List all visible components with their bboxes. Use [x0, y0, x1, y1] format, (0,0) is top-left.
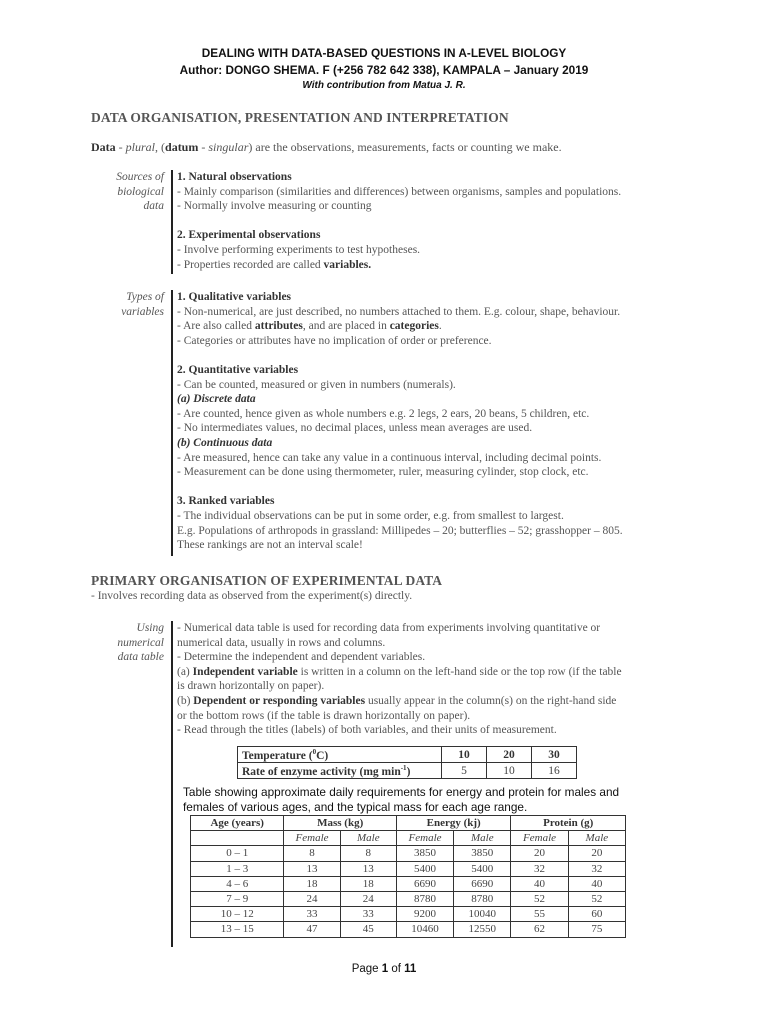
intro-dash-2: -: [198, 140, 209, 154]
qual-line2-end: .: [438, 320, 442, 333]
table-cell: 55: [511, 907, 568, 922]
table-cell: 3850: [396, 846, 453, 861]
label-text: ): [406, 765, 411, 778]
table-cell: 45: [340, 922, 396, 937]
enzyme-rate-label: [238, 763, 442, 779]
line6-rest: usually appear in the column(s) on the right-hand side: [365, 694, 617, 707]
ranked-line: E.g. Populations of arthropods in grassland: Millipedes – 20; butterflies – 52; grasshopper – 805.: [177, 524, 623, 537]
subheader-female: Female: [396, 831, 453, 846]
table-cell: 24: [340, 891, 396, 906]
numerical-divider: [171, 621, 173, 947]
table-cell: 5: [442, 763, 487, 779]
label-superscript: 0: [312, 747, 317, 756]
experimental-line: [177, 258, 672, 273]
side-label-line: biological: [117, 185, 164, 198]
table-cell: 10040: [454, 907, 511, 922]
table-cell: 20: [568, 846, 625, 861]
numerical-line: - Read through the titles (labels) of both variables, and their units of measurement.: [177, 724, 557, 737]
numerical-line: [177, 665, 672, 680]
table-cell: 32: [568, 861, 625, 876]
ranked-line: - The individual observations can be put in some order, e.g. from smallest to largest.: [177, 509, 564, 522]
intro-rest: ) are the observations, measurements, facts or counting we make.: [248, 140, 562, 154]
label-text: Temperature (: [242, 749, 313, 762]
numerical-line: is drawn horizontally on paper).: [177, 680, 325, 693]
table-row: [191, 907, 626, 922]
qual-line2-mid: , and are placed in: [302, 320, 390, 333]
caption-line: females of various ages, and the typical mass for each age range.: [183, 800, 528, 814]
table-cell: 6690: [454, 876, 511, 891]
dependent-variable-term: Dependent or responding variables: [193, 694, 366, 707]
natural-observations-title: 1. Natural observations: [177, 171, 292, 183]
table-cell: 18: [284, 876, 340, 891]
numerical-content: [177, 621, 672, 738]
table-cell: 5400: [396, 861, 453, 876]
numerical-line: numerical data, usually in rows and columns.: [177, 636, 386, 649]
numerical-side-label: [90, 621, 164, 665]
table-cell: 18: [340, 876, 396, 891]
table-cell: 52: [511, 891, 568, 906]
table-cell: 13: [340, 861, 396, 876]
types-divider: [171, 290, 173, 556]
table-cell: 30: [532, 747, 577, 763]
table-cell: 12550: [454, 922, 511, 937]
side-label-line: Using: [136, 622, 164, 634]
table-cell: 47: [284, 922, 340, 937]
continuous-line: - Measurement can be done using thermometer, ruler, measuring cylinder, stop clock, etc.: [177, 466, 589, 479]
qual-line2-pre: - Are also called: [177, 320, 255, 333]
label-text: C): [316, 749, 329, 762]
variables-term: variables.: [323, 258, 372, 271]
table-cell: 6690: [396, 876, 453, 891]
types-side-label: [90, 290, 164, 319]
page-word: Page: [351, 963, 382, 975]
table-cell: 10: [442, 747, 487, 763]
side-label-line: data table: [117, 651, 164, 664]
sources-content: [177, 170, 672, 272]
table-cell: 40: [511, 876, 568, 891]
types-content: [177, 290, 672, 553]
sources-side-label: [90, 170, 164, 214]
continuous-data-title: (b) Continuous data: [177, 436, 273, 449]
enzyme-activity-table: [237, 746, 577, 779]
table-cell: 3850: [454, 846, 511, 861]
table-cell: 8780: [396, 891, 453, 906]
table-cell: 1 – 3: [191, 861, 284, 876]
page-number: 1: [381, 963, 389, 975]
sources-divider: [171, 170, 173, 274]
singular-label: singular: [208, 140, 249, 154]
qualitative-line: - Categories or attributes have no implication of order or preference.: [177, 334, 492, 347]
table-cell: 20: [511, 846, 568, 861]
plural-label: plural: [125, 140, 156, 154]
side-label-line: data: [143, 200, 164, 213]
side-label-line: Types of: [126, 291, 164, 303]
ranked-title: 3. Ranked variables: [177, 495, 275, 508]
subheader-female: Female: [284, 831, 340, 846]
column-header-age: Age (years): [191, 816, 284, 831]
independent-variable-term: Independent variable: [192, 665, 298, 678]
discrete-data-title: (a) Discrete data: [177, 393, 256, 406]
table-cell: 13 – 15: [191, 922, 284, 937]
side-label-line: numerical: [117, 636, 164, 649]
table-cell: 5400: [454, 861, 511, 876]
document-title: DEALING WITH DATA-BASED QUESTIONS IN A-LEVEL BIOLOGY: [201, 46, 567, 60]
table-cell: 9200: [396, 907, 453, 922]
table-cell: 8: [284, 846, 340, 861]
line4-rest: is written in a column on the left-hand side or the top row (if the table: [297, 665, 622, 678]
column-header-protein: Protein (g): [511, 816, 626, 831]
natural-line: - Normally involve measuring or counting: [177, 200, 372, 213]
table-cell: 8780: [454, 891, 511, 906]
discrete-line: - No intermediates values, no decimal places, unless mean averages are used.: [177, 422, 533, 435]
table-subheader-row: [191, 831, 626, 846]
table-cell: 52: [568, 891, 625, 906]
intro-dash-1: -: [115, 140, 126, 154]
table-cell: 10 – 12: [191, 907, 284, 922]
table-row: [238, 763, 577, 779]
table-cell: 20: [487, 747, 532, 763]
table-cell: 75: [568, 922, 625, 937]
data-term: Data: [91, 140, 116, 154]
temperature-label: [238, 747, 442, 763]
table-row: [191, 846, 626, 861]
table-cell: 8: [340, 846, 396, 861]
table-row: [191, 861, 626, 876]
table-cell: 32: [511, 861, 568, 876]
caption-line: Table showing approximate daily requirements for energy and protein for males and: [183, 785, 620, 799]
table-cell: 7 – 9: [191, 891, 284, 906]
table-cell: 13: [284, 861, 340, 876]
nutrition-table-caption: [183, 785, 619, 815]
document-contribution: With contribution from Matua J. R.: [302, 80, 466, 91]
qualitative-line: [177, 319, 672, 334]
label-superscript: -1: [400, 763, 407, 772]
table-cell: [191, 831, 284, 846]
subheader-male: Male: [454, 831, 511, 846]
side-label-line: variables: [121, 305, 164, 318]
table-row: [238, 747, 577, 763]
subheader-female: Female: [511, 831, 568, 846]
subheader-male: Male: [340, 831, 396, 846]
datum-term: datum: [165, 140, 199, 154]
numerical-line: - Numerical data table is used for recording data from experiments involving quantitative or: [177, 622, 601, 634]
quantitative-title: 2. Quantitative variables: [177, 363, 299, 376]
attributes-term: attributes: [254, 320, 303, 333]
nutrition-table: [190, 815, 626, 938]
table-cell: 10460: [396, 922, 453, 937]
numerical-line: - Determine the independent and dependent variables.: [177, 651, 426, 664]
subheader-male: Male: [568, 831, 625, 846]
qualitative-title: 1. Qualitative variables: [177, 291, 292, 303]
table-cell: 4 – 6: [191, 876, 284, 891]
column-header-mass: Mass (kg): [284, 816, 397, 831]
natural-line: - Mainly comparison (similarities and differences) between organisms, samples and populations.: [177, 185, 622, 198]
continuous-line: - Are measured, hence can take any value in a continuous interval, including decimal points.: [177, 451, 602, 464]
line6-pre: (b): [177, 694, 194, 707]
experimental-line2-text: - Properties recorded are called: [177, 258, 324, 271]
table-row: [191, 876, 626, 891]
document-author: Author: DONGO SHEMA. F (+256 782 642 338), KAMPALA – January 2019: [179, 63, 589, 77]
of-word: of: [388, 963, 405, 975]
section-heading-primary-organisation: PRIMARY ORGANISATION OF EXPERIMENTAL DATA: [91, 573, 443, 588]
qualitative-line: - Non-numerical, are just described, no numbers attached to them. E.g. colour, shape, behaviour.: [177, 305, 621, 318]
page-footer: [0, 963, 768, 975]
categories-term: categories: [389, 320, 439, 333]
data-definition: [91, 140, 562, 155]
table-cell: 24: [284, 891, 340, 906]
experimental-line: - Involve performing experiments to test hypotheses.: [177, 243, 421, 256]
table-cell: 60: [568, 907, 625, 922]
column-header-energy: Energy (kj): [396, 816, 511, 831]
intro-paren: , (: [155, 140, 166, 154]
line4-pre: (a): [177, 665, 193, 678]
section2-intro: - Involves recording data as observed from the experiment(s) directly.: [91, 590, 413, 602]
numerical-line: [177, 694, 672, 709]
table-cell: 62: [511, 922, 568, 937]
table-cell: 10: [487, 763, 532, 779]
section-heading-data-organisation: DATA ORGANISATION, PRESENTATION AND INTERPRETATION: [91, 110, 509, 125]
table-cell: 16: [532, 763, 577, 779]
ranked-line: These rankings are not an interval scale!: [177, 539, 363, 552]
side-label-line: Sources of: [116, 171, 164, 183]
table-cell: 33: [340, 907, 396, 922]
quantitative-line: - Can be counted, measured or given in numbers (numerals).: [177, 378, 456, 391]
table-cell: 33: [284, 907, 340, 922]
table-header-row: [191, 816, 626, 831]
table-row: [191, 891, 626, 906]
discrete-line: - Are counted, hence given as whole numbers e.g. 2 legs, 2 ears, 20 beans, 5 children, etc.: [177, 407, 590, 420]
label-text: Rate of enzyme activity (mg min: [242, 765, 401, 778]
numerical-line: or the bottom rows (if the table is drawn horizontally on paper).: [177, 709, 471, 722]
experimental-observations-title: 2. Experimental observations: [177, 229, 321, 242]
table-row: [191, 922, 626, 937]
table-cell: 0 – 1: [191, 846, 284, 861]
page-total: 11: [404, 963, 417, 975]
table-cell: 40: [568, 876, 625, 891]
